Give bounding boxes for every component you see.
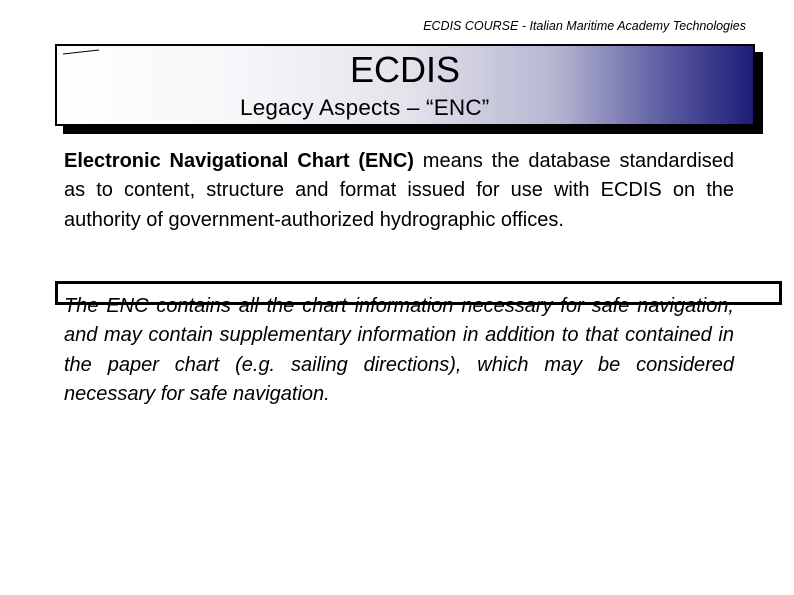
slide-subtitle: Legacy Aspects – “ENC” (240, 95, 490, 120)
slide-subtitle-row (57, 95, 753, 121)
enc-definition-paragraph (64, 147, 734, 235)
enc-term: Electronic Navigational Chart (ENC) (64, 150, 414, 172)
enc-definition-text: means the database standardised as to content, structure and format issued for use with ECDIS on the authority of government-authorized hydrographic offices. (64, 150, 735, 231)
title-box (55, 44, 755, 126)
slide-title: ECDIS (349, 49, 461, 90)
enc-contents-paragraph: The ENC contains all the chart information necessary for safe navigation, and may contain supplementary information in addition to that contained in the paper chart (e.g. sailing directions), which may be considered necessary for safe navigation. (64, 295, 734, 405)
course-header: ECDIS COURSE - Italian Maritime Academy Technologies (423, 19, 746, 33)
corner-stroke-decoration (61, 46, 101, 56)
